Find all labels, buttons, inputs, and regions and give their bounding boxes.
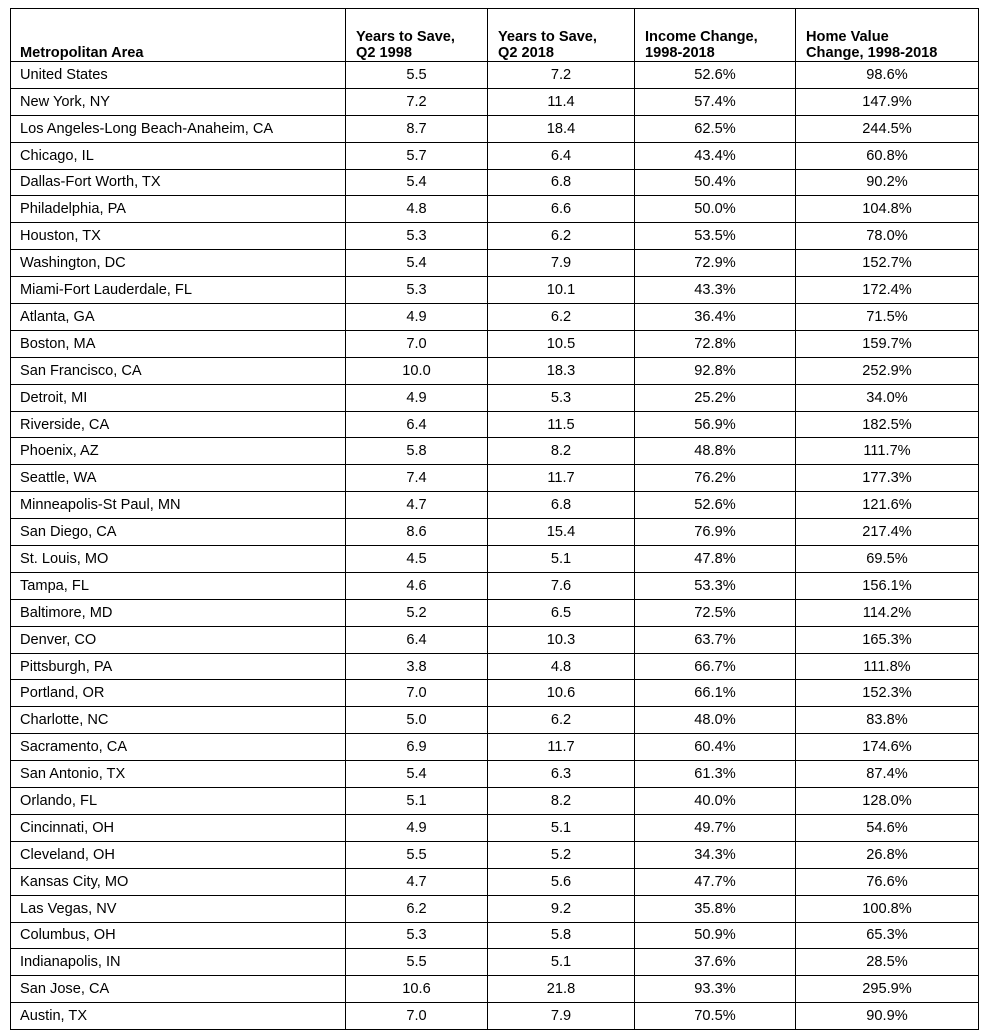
- cell-income-change: 52.6%: [635, 62, 796, 89]
- cell-income-change: 50.0%: [635, 196, 796, 223]
- cell-home-value-change: 100.8%: [796, 895, 979, 922]
- cell-home-value-change: 172.4%: [796, 277, 979, 304]
- cell-years-to-save-2018: 18.4: [488, 115, 635, 142]
- cell-income-change: 66.7%: [635, 653, 796, 680]
- cell-income-change: 53.3%: [635, 572, 796, 599]
- cell-home-value-change: 98.6%: [796, 62, 979, 89]
- cell-income-change: 40.0%: [635, 788, 796, 815]
- cell-years-to-save-1998: 7.0: [346, 1003, 488, 1030]
- cell-home-value-change: 111.8%: [796, 653, 979, 680]
- metro-savings-table: [10, 8, 979, 1030]
- header-line: Q2 1998: [356, 44, 412, 61]
- cell-income-change: 60.4%: [635, 734, 796, 761]
- cell-home-value-change: 26.8%: [796, 841, 979, 868]
- cell-home-value-change: 128.0%: [796, 788, 979, 815]
- cell-years-to-save-1998: 8.6: [346, 519, 488, 546]
- table-row: [11, 411, 979, 438]
- cell-years-to-save-1998: 5.4: [346, 250, 488, 277]
- cell-metropolitan-area: San Jose, CA: [11, 976, 346, 1003]
- cell-years-to-save-2018: 6.2: [488, 707, 635, 734]
- cell-metropolitan-area: Detroit, MI: [11, 384, 346, 411]
- cell-years-to-save-1998: 6.9: [346, 734, 488, 761]
- table-row: [11, 277, 979, 304]
- cell-home-value-change: 152.7%: [796, 250, 979, 277]
- table-row: [11, 1003, 979, 1030]
- cell-home-value-change: 152.3%: [796, 680, 979, 707]
- table-row: [11, 546, 979, 573]
- column-header-home-value-change: [796, 9, 979, 62]
- cell-metropolitan-area: Dallas-Fort Worth, TX: [11, 169, 346, 196]
- cell-years-to-save-2018: 18.3: [488, 357, 635, 384]
- cell-home-value-change: 295.9%: [796, 976, 979, 1003]
- cell-years-to-save-2018: 6.6: [488, 196, 635, 223]
- cell-years-to-save-2018: 5.8: [488, 922, 635, 949]
- cell-metropolitan-area: San Diego, CA: [11, 519, 346, 546]
- cell-income-change: 50.4%: [635, 169, 796, 196]
- cell-years-to-save-2018: 11.7: [488, 465, 635, 492]
- cell-home-value-change: 111.7%: [796, 438, 979, 465]
- header-line: Metropolitan Area: [20, 44, 144, 61]
- cell-home-value-change: 76.6%: [796, 868, 979, 895]
- table-row: [11, 680, 979, 707]
- cell-years-to-save-1998: 5.8: [346, 438, 488, 465]
- cell-years-to-save-2018: 10.6: [488, 680, 635, 707]
- cell-income-change: 93.3%: [635, 976, 796, 1003]
- table-row: [11, 788, 979, 815]
- cell-years-to-save-1998: 4.5: [346, 546, 488, 573]
- cell-income-change: 47.8%: [635, 546, 796, 573]
- table-header: [11, 9, 979, 62]
- header-line: Years to Save,: [356, 28, 455, 45]
- column-header-metropolitan-area: [11, 9, 346, 62]
- cell-home-value-change: 90.2%: [796, 169, 979, 196]
- cell-income-change: 76.2%: [635, 465, 796, 492]
- cell-metropolitan-area: Denver, CO: [11, 626, 346, 653]
- cell-years-to-save-1998: 5.4: [346, 761, 488, 788]
- header-line: 1998-2018: [645, 44, 715, 61]
- cell-income-change: 49.7%: [635, 814, 796, 841]
- table-row: [11, 62, 979, 89]
- cell-metropolitan-area: Orlando, FL: [11, 788, 346, 815]
- cell-income-change: 48.0%: [635, 707, 796, 734]
- header-row: [11, 9, 979, 62]
- table-row: [11, 895, 979, 922]
- table-row: [11, 169, 979, 196]
- cell-income-change: 37.6%: [635, 949, 796, 976]
- cell-home-value-change: 156.1%: [796, 572, 979, 599]
- cell-metropolitan-area: Boston, MA: [11, 330, 346, 357]
- cell-years-to-save-1998: 7.0: [346, 680, 488, 707]
- column-header-years-to-save-2018: [488, 9, 635, 62]
- table-row: [11, 223, 979, 250]
- cell-income-change: 47.7%: [635, 868, 796, 895]
- cell-home-value-change: 54.6%: [796, 814, 979, 841]
- cell-metropolitan-area: St. Louis, MO: [11, 546, 346, 573]
- cell-income-change: 66.1%: [635, 680, 796, 707]
- cell-years-to-save-2018: 8.2: [488, 788, 635, 815]
- cell-years-to-save-1998: 4.9: [346, 814, 488, 841]
- table-row: [11, 868, 979, 895]
- header-line: Income Change,: [645, 28, 758, 45]
- cell-years-to-save-2018: 11.4: [488, 88, 635, 115]
- cell-years-to-save-1998: 8.7: [346, 115, 488, 142]
- cell-metropolitan-area: San Francisco, CA: [11, 357, 346, 384]
- cell-metropolitan-area: Sacramento, CA: [11, 734, 346, 761]
- cell-income-change: 25.2%: [635, 384, 796, 411]
- cell-income-change: 53.5%: [635, 223, 796, 250]
- cell-home-value-change: 182.5%: [796, 411, 979, 438]
- cell-home-value-change: 69.5%: [796, 546, 979, 573]
- cell-years-to-save-2018: 11.7: [488, 734, 635, 761]
- table-row: [11, 330, 979, 357]
- cell-home-value-change: 71.5%: [796, 304, 979, 331]
- cell-metropolitan-area: San Antonio, TX: [11, 761, 346, 788]
- cell-years-to-save-1998: 5.3: [346, 223, 488, 250]
- cell-years-to-save-1998: 4.9: [346, 384, 488, 411]
- cell-metropolitan-area: Tampa, FL: [11, 572, 346, 599]
- cell-income-change: 48.8%: [635, 438, 796, 465]
- cell-years-to-save-2018: 7.6: [488, 572, 635, 599]
- cell-home-value-change: 90.9%: [796, 1003, 979, 1030]
- table-row: [11, 599, 979, 626]
- cell-years-to-save-2018: 15.4: [488, 519, 635, 546]
- cell-home-value-change: 28.5%: [796, 949, 979, 976]
- cell-years-to-save-1998: 10.0: [346, 357, 488, 384]
- header-line: Years to Save,: [498, 28, 597, 45]
- cell-home-value-change: 78.0%: [796, 223, 979, 250]
- cell-metropolitan-area: Pittsburgh, PA: [11, 653, 346, 680]
- cell-metropolitan-area: Los Angeles-Long Beach-Anaheim, CA: [11, 115, 346, 142]
- cell-income-change: 57.4%: [635, 88, 796, 115]
- cell-home-value-change: 174.6%: [796, 734, 979, 761]
- cell-metropolitan-area: Washington, DC: [11, 250, 346, 277]
- cell-metropolitan-area: Chicago, IL: [11, 142, 346, 169]
- cell-years-to-save-1998: 4.7: [346, 868, 488, 895]
- cell-metropolitan-area: Baltimore, MD: [11, 599, 346, 626]
- table-row: [11, 250, 979, 277]
- cell-metropolitan-area: Cincinnati, OH: [11, 814, 346, 841]
- cell-home-value-change: 104.8%: [796, 196, 979, 223]
- cell-home-value-change: 177.3%: [796, 465, 979, 492]
- cell-home-value-change: 217.4%: [796, 519, 979, 546]
- cell-years-to-save-2018: 6.8: [488, 492, 635, 519]
- cell-years-to-save-2018: 4.8: [488, 653, 635, 680]
- table-row: [11, 922, 979, 949]
- cell-years-to-save-1998: 4.7: [346, 492, 488, 519]
- cell-income-change: 43.3%: [635, 277, 796, 304]
- cell-income-change: 72.9%: [635, 250, 796, 277]
- cell-income-change: 76.9%: [635, 519, 796, 546]
- table-row: [11, 814, 979, 841]
- cell-years-to-save-2018: 8.2: [488, 438, 635, 465]
- cell-years-to-save-1998: 5.5: [346, 62, 488, 89]
- cell-years-to-save-1998: 7.4: [346, 465, 488, 492]
- cell-metropolitan-area: Austin, TX: [11, 1003, 346, 1030]
- cell-metropolitan-area: Phoenix, AZ: [11, 438, 346, 465]
- cell-years-to-save-2018: 6.4: [488, 142, 635, 169]
- table-row: [11, 949, 979, 976]
- cell-years-to-save-1998: 6.2: [346, 895, 488, 922]
- cell-years-to-save-1998: 6.4: [346, 411, 488, 438]
- cell-home-value-change: 252.9%: [796, 357, 979, 384]
- cell-home-value-change: 87.4%: [796, 761, 979, 788]
- cell-years-to-save-1998: 5.3: [346, 277, 488, 304]
- cell-years-to-save-2018: 10.3: [488, 626, 635, 653]
- cell-income-change: 52.6%: [635, 492, 796, 519]
- cell-years-to-save-2018: 10.1: [488, 277, 635, 304]
- table-row: [11, 976, 979, 1003]
- cell-metropolitan-area: United States: [11, 62, 346, 89]
- table-row: [11, 196, 979, 223]
- cell-years-to-save-2018: 6.5: [488, 599, 635, 626]
- table-row: [11, 384, 979, 411]
- cell-income-change: 34.3%: [635, 841, 796, 868]
- cell-years-to-save-1998: 7.0: [346, 330, 488, 357]
- table-row: [11, 142, 979, 169]
- cell-years-to-save-2018: 5.1: [488, 814, 635, 841]
- cell-years-to-save-1998: 3.8: [346, 653, 488, 680]
- cell-home-value-change: 244.5%: [796, 115, 979, 142]
- cell-home-value-change: 165.3%: [796, 626, 979, 653]
- cell-years-to-save-1998: 5.0: [346, 707, 488, 734]
- cell-years-to-save-2018: 5.3: [488, 384, 635, 411]
- cell-years-to-save-2018: 6.3: [488, 761, 635, 788]
- cell-years-to-save-1998: 6.4: [346, 626, 488, 653]
- cell-home-value-change: 60.8%: [796, 142, 979, 169]
- table-container: [10, 8, 978, 1030]
- cell-metropolitan-area: Philadelphia, PA: [11, 196, 346, 223]
- cell-metropolitan-area: Miami-Fort Lauderdale, FL: [11, 277, 346, 304]
- table-row: [11, 438, 979, 465]
- header-line: Home Value: [806, 28, 889, 45]
- cell-income-change: 92.8%: [635, 357, 796, 384]
- cell-income-change: 50.9%: [635, 922, 796, 949]
- cell-metropolitan-area: Seattle, WA: [11, 465, 346, 492]
- cell-years-to-save-1998: 10.6: [346, 976, 488, 1003]
- table-row: [11, 88, 979, 115]
- cell-years-to-save-1998: 5.5: [346, 841, 488, 868]
- cell-years-to-save-2018: 7.2: [488, 62, 635, 89]
- cell-metropolitan-area: Kansas City, MO: [11, 868, 346, 895]
- cell-years-to-save-2018: 5.1: [488, 546, 635, 573]
- cell-income-change: 56.9%: [635, 411, 796, 438]
- cell-years-to-save-1998: 4.9: [346, 304, 488, 331]
- table-row: [11, 519, 979, 546]
- cell-years-to-save-2018: 10.5: [488, 330, 635, 357]
- table-row: [11, 572, 979, 599]
- cell-home-value-change: 83.8%: [796, 707, 979, 734]
- column-header-years-to-save-1998: [346, 9, 488, 62]
- cell-income-change: 36.4%: [635, 304, 796, 331]
- header-line: Q2 2018: [498, 44, 554, 61]
- cell-metropolitan-area: Riverside, CA: [11, 411, 346, 438]
- cell-years-to-save-1998: 5.2: [346, 599, 488, 626]
- cell-metropolitan-area: Las Vegas, NV: [11, 895, 346, 922]
- table-body: [11, 62, 979, 1030]
- cell-years-to-save-1998: 5.3: [346, 922, 488, 949]
- table-row: [11, 653, 979, 680]
- table-row: [11, 357, 979, 384]
- cell-income-change: 72.5%: [635, 599, 796, 626]
- cell-years-to-save-2018: 7.9: [488, 1003, 635, 1030]
- cell-years-to-save-2018: 11.5: [488, 411, 635, 438]
- table-row: [11, 465, 979, 492]
- cell-years-to-save-1998: 5.4: [346, 169, 488, 196]
- cell-home-value-change: 159.7%: [796, 330, 979, 357]
- table-row: [11, 304, 979, 331]
- table-row: [11, 761, 979, 788]
- table-row: [11, 707, 979, 734]
- cell-home-value-change: 114.2%: [796, 599, 979, 626]
- cell-metropolitan-area: Minneapolis-St Paul, MN: [11, 492, 346, 519]
- cell-metropolitan-area: Columbus, OH: [11, 922, 346, 949]
- cell-years-to-save-2018: 6.8: [488, 169, 635, 196]
- cell-years-to-save-1998: 4.8: [346, 196, 488, 223]
- cell-years-to-save-2018: 5.6: [488, 868, 635, 895]
- cell-income-change: 43.4%: [635, 142, 796, 169]
- cell-years-to-save-2018: 9.2: [488, 895, 635, 922]
- cell-income-change: 70.5%: [635, 1003, 796, 1030]
- cell-income-change: 62.5%: [635, 115, 796, 142]
- cell-years-to-save-1998: 7.2: [346, 88, 488, 115]
- cell-years-to-save-1998: 5.7: [346, 142, 488, 169]
- cell-home-value-change: 147.9%: [796, 88, 979, 115]
- cell-income-change: 61.3%: [635, 761, 796, 788]
- table-row: [11, 626, 979, 653]
- cell-home-value-change: 65.3%: [796, 922, 979, 949]
- cell-metropolitan-area: Cleveland, OH: [11, 841, 346, 868]
- cell-metropolitan-area: Houston, TX: [11, 223, 346, 250]
- table-row: [11, 841, 979, 868]
- cell-income-change: 63.7%: [635, 626, 796, 653]
- cell-metropolitan-area: Portland, OR: [11, 680, 346, 707]
- cell-years-to-save-2018: 5.2: [488, 841, 635, 868]
- cell-home-value-change: 121.6%: [796, 492, 979, 519]
- cell-home-value-change: 34.0%: [796, 384, 979, 411]
- header-line: Change, 1998-2018: [806, 44, 938, 61]
- cell-years-to-save-1998: 5.5: [346, 949, 488, 976]
- cell-income-change: 72.8%: [635, 330, 796, 357]
- column-header-income-change: [635, 9, 796, 62]
- cell-years-to-save-1998: 4.6: [346, 572, 488, 599]
- cell-metropolitan-area: Charlotte, NC: [11, 707, 346, 734]
- table-row: [11, 492, 979, 519]
- table-row: [11, 115, 979, 142]
- cell-income-change: 35.8%: [635, 895, 796, 922]
- table-row: [11, 734, 979, 761]
- cell-metropolitan-area: Atlanta, GA: [11, 304, 346, 331]
- cell-years-to-save-1998: 5.1: [346, 788, 488, 815]
- cell-years-to-save-2018: 7.9: [488, 250, 635, 277]
- cell-years-to-save-2018: 21.8: [488, 976, 635, 1003]
- cell-years-to-save-2018: 6.2: [488, 304, 635, 331]
- cell-years-to-save-2018: 6.2: [488, 223, 635, 250]
- cell-years-to-save-2018: 5.1: [488, 949, 635, 976]
- cell-metropolitan-area: Indianapolis, IN: [11, 949, 346, 976]
- cell-metropolitan-area: New York, NY: [11, 88, 346, 115]
